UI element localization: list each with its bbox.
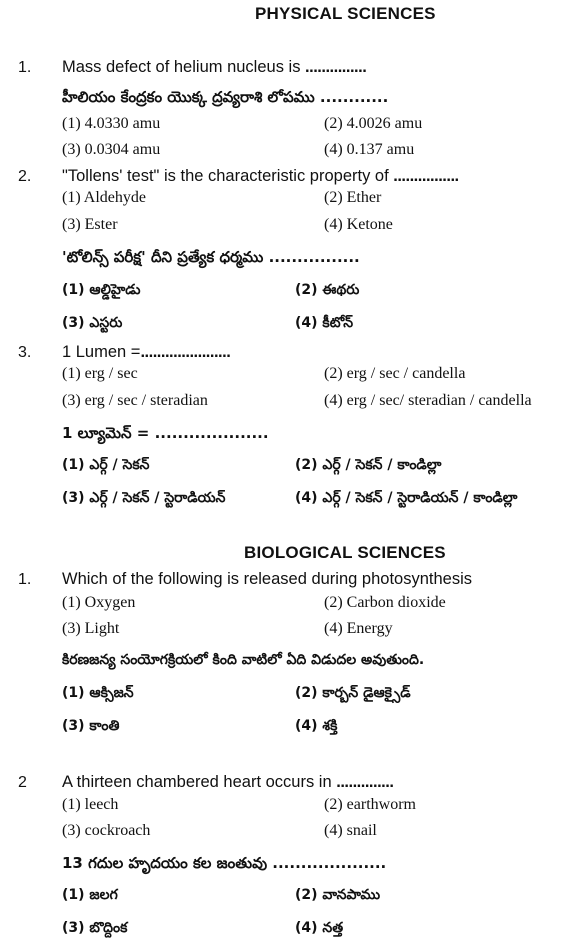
option-1: (1) Aldehyde <box>62 189 146 206</box>
question-text: A thirteen chambered heart occurs in .............. <box>62 773 394 791</box>
option-3: (3) cockroach <box>62 822 151 839</box>
telugu-option-1: (1) ఎర్గ్ / సెకన్ <box>62 457 150 473</box>
telugu-option-1: (1) ఆక్సిజన్ <box>62 685 134 701</box>
option-4: (4) snail <box>324 822 377 839</box>
telugu-option-4: (4) కీటోన్ <box>295 315 354 331</box>
telugu-option-2: (2) ఎర్గ్ / సెకన్ / కాండిల్లా <box>295 457 442 473</box>
option-1: (1) 4.0330 amu <box>62 115 161 132</box>
option-2: (2) Carbon dioxide <box>324 594 446 611</box>
question-telugu-text: 1 ల్యూమెన్ = .................... <box>62 424 269 442</box>
option-2: (2) 4.0026 amu <box>324 115 423 132</box>
option-3: (3) 0.0304 amu <box>62 141 161 158</box>
telugu-option-3: (3) ఎర్గ్ / సెకన్ / స్టెరాడియన్ <box>62 490 226 506</box>
telugu-option-2: (2) వానపాము <box>295 887 381 903</box>
question-number: 2 <box>18 774 27 791</box>
option-1: (1) erg / sec <box>62 365 138 382</box>
option-3: (3) Ester <box>62 216 118 233</box>
question-text: "Tollens' test" is the characteristic property of ................ <box>62 167 459 185</box>
option-4: (4) Ketone <box>324 216 393 233</box>
option-2: (2) erg / sec / candella <box>324 365 466 382</box>
telugu-option-3: (3) బొద్దింక <box>62 920 128 936</box>
question-text: Mass defect of helium nucleus is ............... <box>62 58 367 76</box>
telugu-option-4: (4) శక్తి <box>295 718 338 734</box>
telugu-option-2: (2) కార్బన్ డైఆక్సైడ్ <box>295 685 411 701</box>
question-text: 1 Lumen =...................... <box>62 343 231 361</box>
option-1: (1) leech <box>62 796 119 813</box>
physical-sciences-heading: PHYSICAL SCIENCES <box>255 4 436 23</box>
option-4: (4) erg / sec/ steradian / candella <box>324 392 532 409</box>
question-number: 3. <box>18 344 32 361</box>
question-telugu-text: 13 గదుల హృదయం కల జంతువు .................... <box>62 854 387 872</box>
option-3: (3) Light <box>62 620 120 637</box>
telugu-option-1: (1) ఆల్డిహైడు <box>62 282 141 298</box>
telugu-option-3: (3) కాంతి <box>62 718 120 734</box>
biological-sciences-heading: BIOLOGICAL SCIENCES <box>244 543 446 562</box>
telugu-option-3: (3) ఎస్టరు <box>62 315 123 331</box>
question-number: 1. <box>18 59 32 76</box>
option-2: (2) Ether <box>324 189 382 206</box>
option-4: (4) Energy <box>324 620 393 637</box>
question-telugu-text: కిరణజన్య సంయోగక్రియలో కింది వాటిలో ఏది విడుదల అవుతుంది. <box>62 652 425 668</box>
question-text: Which of the following is released during photosynthesis <box>62 570 472 588</box>
option-2: (2) earthworm <box>324 796 416 813</box>
telugu-option-4: (4) నత్త <box>295 920 344 936</box>
option-3: (3) erg / sec / steradian <box>62 392 208 409</box>
question-number: 1. <box>18 571 32 588</box>
telugu-option-1: (1) జలగ <box>62 887 118 903</box>
question-telugu-text: హీలియం కేంద్రకం యొక్క ద్రవ్యరాశి లోపము ............ <box>62 88 389 106</box>
option-4: (4) 0.137 amu <box>324 141 415 158</box>
telugu-option-4: (4) ఎర్గ్ / సెకన్ / స్టెరాడియన్ / కాండిల్లా <box>295 490 518 506</box>
question-number: 2. <box>18 168 32 185</box>
option-1: (1) Oxygen <box>62 594 136 611</box>
telugu-option-2: (2) ఈథరు <box>295 282 360 298</box>
question-telugu-text: 'టోలిన్స్ పరీక్ష' దీని ప్రత్యేక ధర్మము ................ <box>62 248 360 266</box>
